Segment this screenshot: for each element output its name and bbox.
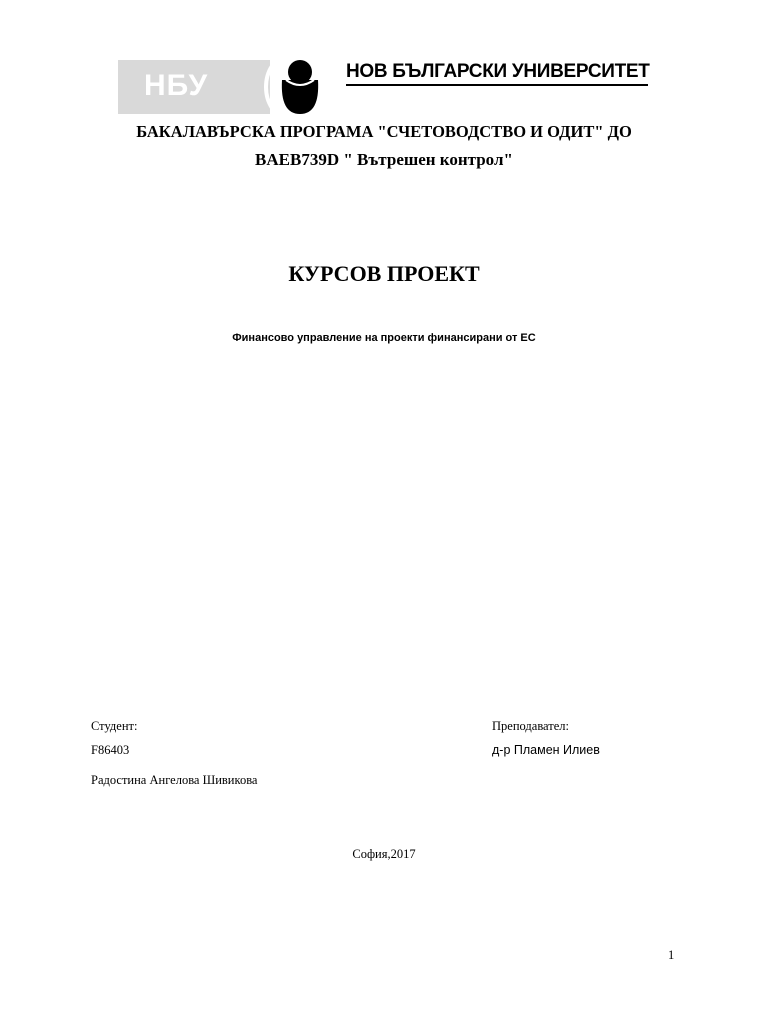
student-label: Студент: [91,719,138,733]
student-faculty-number: F86403 [91,743,130,757]
student-name: Радостина Ангелова Шивикова [91,773,258,787]
university-name-underline [346,84,648,86]
program-line-2: BAEB739D " Вътрешен контрол" [255,150,513,169]
teacher-name: д-р Пламен Илиев [492,743,600,757]
nbu-logo [118,60,270,114]
teacher-label: Преподавател: [492,719,569,733]
place-and-year: София,2017 [352,847,416,861]
program-line-1: БАКАЛАВЪРСКА ПРОГРАМА "СЧЕТОВОДСТВО И ОДИТ" ДО [136,122,632,141]
page-number: 1 [668,948,675,962]
document-title: КУРСОВ ПРОЕКТ [288,261,480,286]
document-subject: Финансово управление на проекти финансирани от ЕС [232,332,536,344]
university-name: НОВ БЪЛГАРСКИ УНИВЕРСИТЕТ [346,61,650,82]
logo-text: НБУ [144,69,209,102]
nbu-emblem-icon [250,56,326,118]
